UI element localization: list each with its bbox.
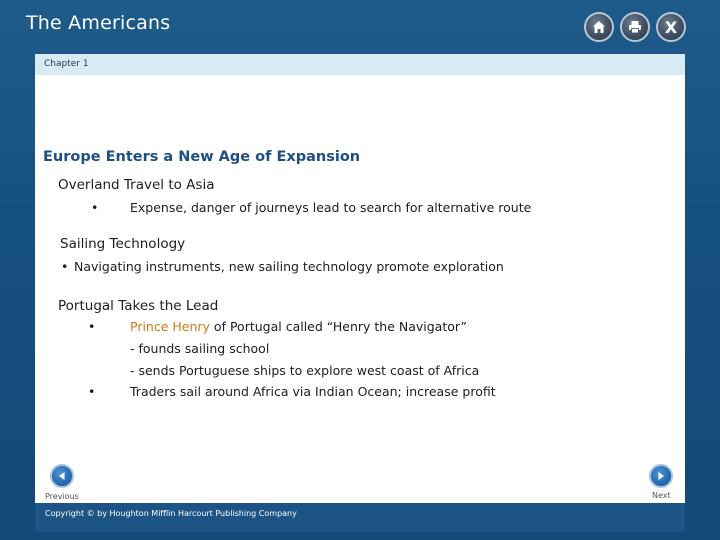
slide-panel — [35, 54, 685, 532]
close-glyph: X — [664, 17, 678, 37]
chapter-bar — [35, 54, 685, 75]
previous-button[interactable] — [50, 464, 74, 488]
close-icon[interactable] — [656, 12, 686, 42]
copyright-text: Copyright © by Houghton Mifflin Harcourt Publishing Company — [45, 509, 297, 518]
top-toolbar — [584, 12, 686, 42]
home-icon[interactable] — [584, 12, 614, 42]
bullet-text: Navigating instruments, new sailing technology promote exploration — [74, 259, 504, 274]
print-icon[interactable] — [620, 12, 650, 42]
bullet-text: Expense, danger of journeys lead to search for alternative route — [130, 200, 532, 215]
sub-item: - founds sailing school — [130, 341, 270, 356]
next-label[interactable]: Next — [652, 491, 671, 500]
previous-label[interactable]: Previous — [45, 492, 79, 501]
section-title-portugal: Portugal Takes the Lead — [58, 298, 219, 314]
bullet-text: Traders sail around Africa via Indian Ocean; increase profit — [130, 384, 496, 399]
slide-heading: Europe Enters a New Age of Expansion — [43, 149, 361, 165]
chapter-label: Chapter 1 — [44, 59, 89, 69]
bullet-text-rest: of Portugal called “Henry the Navigator” — [209, 319, 468, 334]
highlight-text: Prince Henry — [130, 319, 210, 334]
arrow-left-icon — [57, 471, 67, 481]
bullet-text — [130, 319, 467, 334]
section-title-overland: Overland Travel to Asia — [58, 177, 215, 193]
bullet-marker: • — [91, 200, 99, 215]
app-title: The Americans — [26, 12, 171, 34]
next-button[interactable] — [649, 464, 673, 488]
bullet-marker: • — [88, 384, 96, 399]
section-title-sailing: Sailing Technology — [60, 236, 186, 252]
sub-item: - sends Portuguese ships to explore west coast of Africa — [130, 363, 480, 378]
arrow-right-icon — [656, 471, 666, 481]
bullet-marker: • — [61, 259, 69, 274]
bullet-marker: • — [88, 319, 96, 334]
